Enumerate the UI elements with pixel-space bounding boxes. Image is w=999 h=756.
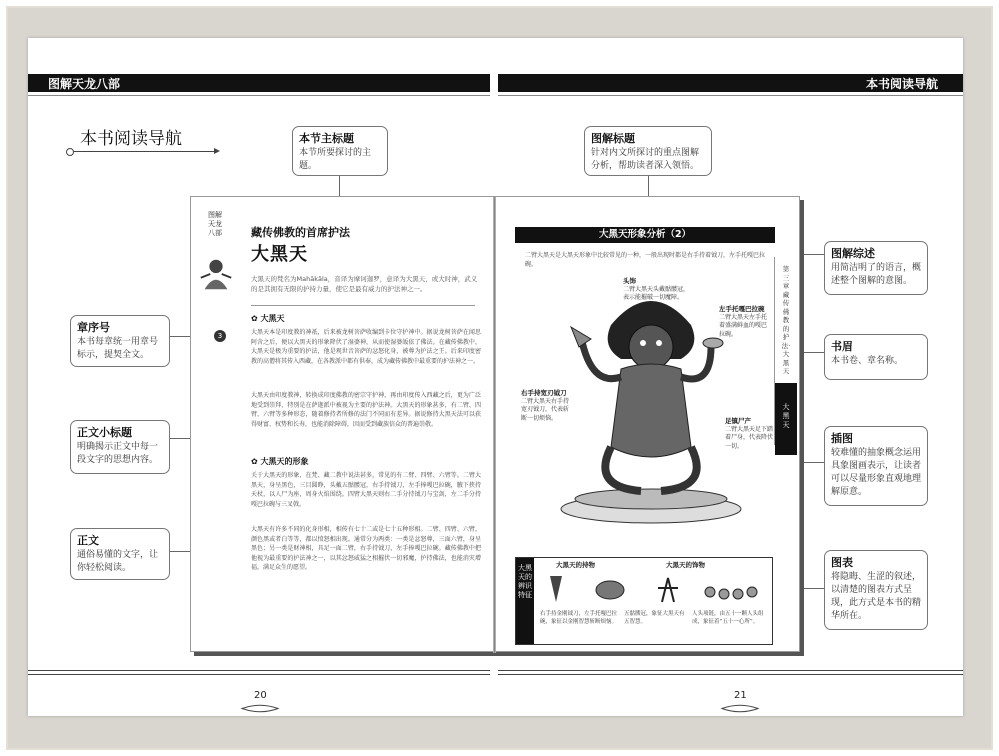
callout-chapter-number	[70, 315, 170, 367]
leader-line	[796, 352, 824, 353]
callout-title: 正文小标题	[77, 426, 132, 439]
table-cell: 人头项链，由五十一颗人头组成，象征着“五十一心所”。	[692, 611, 764, 625]
page-number-right: 21	[734, 690, 747, 701]
label-desc: 二臂大黑天头戴骷髅冠，表示能摧破一切魔障。	[623, 285, 690, 301]
callout-title: 图解标题	[591, 132, 635, 145]
label-title: 头饰	[623, 277, 636, 285]
footer-rule	[498, 670, 963, 671]
side-black-tab	[775, 383, 797, 455]
header-left-title: 图解天龙八部	[48, 77, 121, 91]
book-spread	[28, 38, 963, 716]
callout-subtitle	[70, 420, 170, 474]
label-title: 足镇尸产	[725, 417, 751, 425]
callout-desc: 较难懂的抽象概念运用具象图画表示，让读者可以尽量形象直观地理解原意。	[831, 448, 922, 497]
page-title: 本书阅读导航	[80, 129, 182, 149]
callout-illustration	[824, 426, 928, 506]
side-title: 图解天龙八部	[208, 211, 222, 237]
divider	[251, 305, 475, 306]
callout-chart	[824, 550, 928, 630]
table-side-header: 大黑天的辨识特征	[516, 558, 534, 644]
callout-desc: 用简洁明了的语言，概述整个图解的意图。	[831, 263, 922, 286]
page-ornament-icon	[720, 704, 760, 713]
chapter-number-badge: 3	[214, 330, 226, 342]
label-seat	[725, 417, 773, 451]
side-black-text: 大黑天	[782, 403, 790, 429]
body-paragraph: 大黑天由印度教神，转换成印度佛教的密宗守护神，再由印度传入西藏之后，更为广泛地受到崇拜，特别是在萨迦派中被视为主要的护法神。大黑天的形象甚多，有二臂、四臂、六臂等多种形态，随着修持者所修的法门不同而有差异。据说修持大黑天法可以获得财富、权势和长寿，也能消除障碍，因而受到藏族信众的普遍崇敬。	[251, 392, 481, 428]
figure-header: 大黑天形象分析（2）	[515, 227, 775, 243]
ritual-objects-icon	[540, 572, 770, 606]
callout-title: 插图	[831, 432, 853, 445]
table-cell: 五骷髅冠，象征大黑天有五智慧。	[624, 611, 685, 625]
callout-body-text	[70, 528, 170, 580]
callout-desc: 本书每章统一用章号标示，提契全文。	[77, 337, 159, 360]
label-left-hand	[719, 305, 771, 339]
figure-summary: 二臂大黑天是大黑天形象中比较常见的一种，一般出现时都是右手持着钺刀，左手托嘎巴拉碗。	[525, 252, 766, 268]
feature-table	[515, 557, 773, 645]
side-chapter-text: 第三章 藏传佛教的护法·大黑天	[781, 265, 791, 375]
callout-desc: 本节所要探讨的主题。	[299, 148, 372, 171]
label-title: 左手托嘎巴拉碗	[719, 305, 765, 313]
callout-title: 图表	[831, 556, 853, 569]
body-paragraph: 大黑天有许多不同的化身形相，相传有七十二或是七十五种形相。二臂、四臂、六臂，颜色黑或者白等等，都以愤怒相出现。通常分为两类：一类是忿怒尊，三面六臂，身呈黑色；另一类是财神相，具足一面二臂，右手持钺刀，左手捧嘎巴拉碗。藏传佛教中把他视为最重要的护法神之一，以其忿怒威猛之相摧伏一切邪魔，护持佛法，也能消灾增福，满足众生的愿望。	[251, 526, 481, 572]
callout-title: 书眉	[831, 340, 853, 353]
header-underline-right	[498, 95, 963, 96]
callout-desc: 针对内文所探讨的重点图解分析，帮助读者深入领悟。	[591, 148, 700, 171]
footer-rule	[28, 674, 490, 675]
label-desc: 二臂大黑天右手持宽刃钺刀，代表斩断一切烦恼。	[521, 397, 570, 422]
section-title: 大黑天	[251, 244, 308, 265]
header-bar	[28, 74, 963, 92]
footer-rule	[28, 670, 490, 671]
title-arrow-icon	[70, 151, 216, 152]
callout-title: 图解综述	[831, 247, 875, 260]
callout-title: 章序号	[77, 321, 110, 334]
callout-figure-title	[584, 126, 712, 176]
label-right-hand	[521, 389, 569, 423]
book-gutter	[493, 197, 496, 653]
label-desc: 二臂大黑天左手托着盛满鲜血的嘎巴拉碗。	[719, 313, 768, 338]
section-subtitle: 藏传佛教的首席护法	[251, 226, 350, 239]
label-desc: 二臂大黑天足下踏着尸身，代表降伏一切。	[725, 425, 774, 450]
header-right-title: 本书阅读导航	[866, 77, 939, 91]
deity-thumbnail-icon	[197, 255, 235, 293]
table-cell: 右手持金刚钺刀，左手托嘎巴拉碗，象征以金刚智慧斩断烦恼。	[540, 611, 618, 625]
callout-title: 本节主标题	[299, 132, 354, 145]
callout-header-note	[824, 334, 928, 380]
right-page-side-label	[774, 257, 796, 445]
label-head	[623, 277, 691, 303]
section-intro: 大黑天的梵名为Mahākāla，音译为摩诃迦罗，意译为大黑天，或大时神，武义的是其拥有无限的护持力量，使它是最有威力的护法神之一。	[251, 275, 478, 293]
label-title: 右手持宽刃钺刀	[521, 389, 567, 397]
body-subheading: ✿ 大黑天	[251, 313, 285, 324]
page-ornament-icon	[240, 704, 280, 713]
callout-section-title	[292, 126, 388, 176]
header-underline-left	[28, 95, 490, 96]
callout-desc: 将隐晦、生涩的叙述，以清楚的图表方式呈现，此方式是本书的精华所在。	[831, 572, 922, 621]
sample-book	[190, 196, 800, 652]
footer-rule	[498, 674, 963, 675]
callout-figure-summary	[824, 241, 928, 295]
page-number-left: 20	[254, 690, 267, 701]
callout-title: 正文	[77, 534, 99, 547]
callout-desc: 本书卷、章名称。	[831, 356, 904, 366]
table-col-header: 大黑天的饰物	[666, 561, 705, 569]
callout-desc: 通俗易懂的文字，让你轻松阅读。	[77, 550, 159, 573]
body-subheading: ✿ 大黑天的形象	[251, 456, 309, 467]
callout-desc: 明确揭示正文中每一段文字的思想内容。	[77, 442, 159, 465]
body-paragraph: 大黑天本是印度教的神祇，后来被龙树菩萨收编到卡位守护神中。据说龙树菩萨在闻思阿含之后，便以大黑天的形象降伏了湿婆神，从而使湿婆皈依了佛法。在藏传佛教中，大黑天是极为重要的护法，他是观世音菩萨的忿怒化身，被尊为护法之王。后来印度密教的高僧将其传入西藏，在各教派中都有供奉，成为藏传佛教中最重要的护法神之一。	[251, 329, 481, 365]
table-col-header: 大黑天的持物	[556, 561, 595, 569]
body-paragraph: 关于大黑天的形象，在梵、藏二教中说法甚多，常见的有二臂、四臂、六臂等。二臂大黑天，身呈黑色，三目圆睁，头戴五骷髅冠，右手持钺刀，左手捧嘎巴拉碗，腋下挟持天杖，以人尸为座，周身火焰围绕。四臂大黑天则右二手分持钺刀与宝剑，左二手分持嘎巴拉碗与三叉戟。	[251, 472, 481, 508]
